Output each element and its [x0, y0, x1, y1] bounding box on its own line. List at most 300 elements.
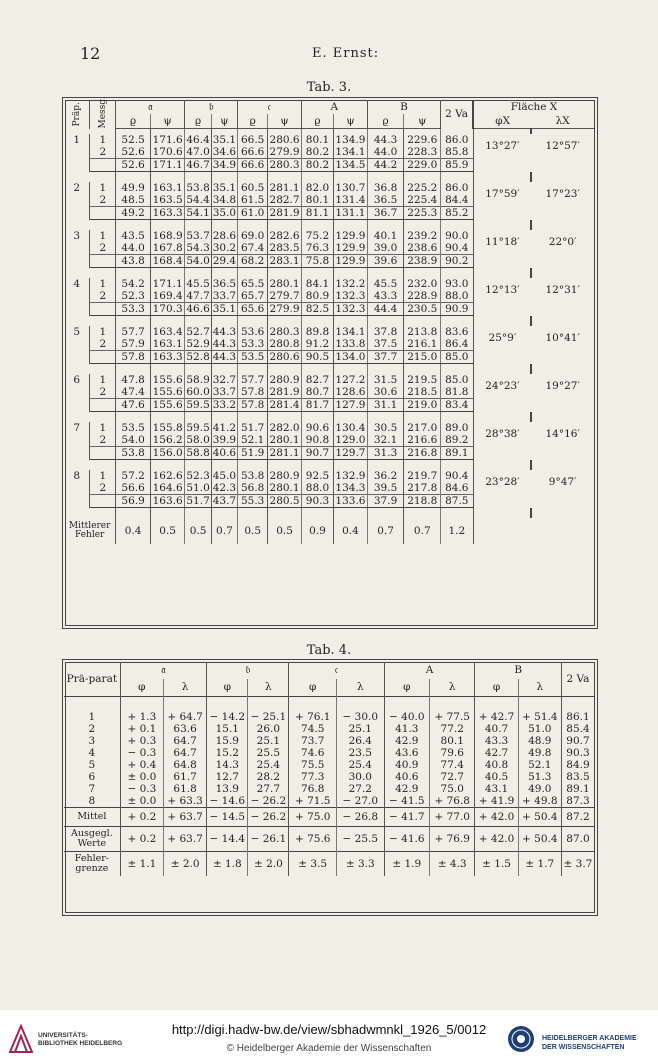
data-cell: 45.5	[367, 278, 404, 290]
spacer	[185, 364, 211, 375]
data-cell: 163.1	[150, 182, 185, 194]
data-cell: 39.0	[367, 242, 404, 255]
spacer	[531, 220, 594, 231]
data-cell: 48.5	[116, 194, 151, 207]
data-cell: 280.8	[269, 338, 300, 350]
data-cell: 85.4	[566, 723, 590, 735]
data-cell: 44.3	[212, 338, 237, 350]
data-cell: 90.7	[566, 735, 590, 747]
data-cell: 42.3	[212, 482, 237, 494]
mean-cell: 31.3	[367, 447, 404, 460]
data-cell: 82.0	[301, 182, 333, 194]
mean-cell: 44.2	[367, 159, 404, 172]
header-phi-x: φX	[473, 114, 531, 129]
measurement-number: 1	[90, 422, 116, 434]
spacer	[116, 172, 151, 183]
spacer	[150, 460, 185, 471]
table-row	[64, 795, 594, 808]
data-cell: 58.0	[186, 434, 210, 446]
permalink[interactable]: http://digi.hadw-bw.de/view/sbhadwmnkl_1926_5/0012	[171, 1022, 487, 1037]
spacer	[404, 364, 441, 375]
academy-seal-icon	[506, 1024, 536, 1054]
mean-cell: 230.5	[404, 303, 441, 316]
data-cell: 42.9	[384, 735, 429, 747]
data-cell: 280.1	[269, 434, 300, 446]
mean-cell: 85.0	[441, 351, 473, 364]
ausgegl-row	[64, 827, 594, 852]
data-cell: 171.6	[150, 134, 185, 146]
mean-cell: 66.6	[238, 159, 268, 172]
measurement-number: 2	[90, 434, 116, 447]
header-a: 𝔞	[116, 100, 185, 114]
spacer	[473, 159, 531, 172]
mittel-cell: + 63.7	[163, 808, 206, 827]
phi-x-value: 13°27′	[485, 140, 520, 153]
ausgegl-cell: + 75.6	[289, 827, 337, 852]
spacer	[441, 172, 473, 183]
table-row	[64, 771, 594, 783]
spacer	[404, 412, 441, 423]
mean-cell: 65.6	[238, 303, 268, 316]
spacer	[150, 316, 185, 327]
spacer	[441, 508, 473, 519]
praeparat-number: 2	[64, 182, 90, 220]
data-cell: 43.6	[384, 747, 429, 759]
mean-cell: 53.3	[116, 303, 151, 316]
data-cell: 280.3	[269, 326, 300, 338]
phi-x-value: 12°13′	[485, 284, 520, 297]
data-cell: 80.2	[301, 146, 333, 159]
mean-row	[64, 447, 594, 460]
spacer	[185, 220, 211, 231]
data-cell: 279.9	[269, 146, 300, 158]
spacer	[367, 364, 404, 375]
spacer	[211, 412, 237, 423]
data-cell: 25.4	[248, 759, 289, 771]
data-cell: 90.4	[441, 242, 473, 255]
data-cell: 130.7	[335, 182, 366, 194]
header-b: 𝔟	[207, 662, 289, 679]
spacer	[64, 412, 90, 423]
data-cell: − 41.5	[384, 795, 429, 808]
fehler-label: Fehler-grenze	[64, 852, 120, 877]
data-cell: 169.4	[150, 290, 185, 303]
error-cell: 0.4	[116, 518, 151, 544]
spacer	[64, 508, 90, 519]
data-cell: + 64.7	[163, 711, 206, 723]
data-cell: 90.4	[441, 470, 473, 482]
mean-cell: 216.8	[404, 447, 441, 460]
data-cell: 219.5	[404, 374, 441, 386]
mean-cell: 90.3	[301, 495, 333, 508]
data-cell: 36.5	[212, 278, 237, 290]
data-cell: 40.7	[475, 723, 518, 735]
data-cell: 25.1	[337, 723, 385, 735]
mean-cell: 31.1	[367, 399, 404, 412]
mean-cell: 219.0	[404, 399, 441, 412]
mean-cell: 61.0	[238, 207, 268, 220]
praeparat-number: 7	[64, 783, 120, 795]
measurement-number: 2	[90, 386, 116, 399]
spacer	[238, 412, 268, 423]
data-cell: 28.6	[212, 230, 237, 242]
data-cell: 89.1	[566, 783, 590, 795]
data-cell: + 49.8	[518, 795, 561, 808]
praeparat-number: 4	[64, 278, 90, 316]
data-cell: 89.0	[441, 422, 473, 434]
data-cell: 43.5	[116, 230, 151, 242]
spacer	[268, 460, 302, 471]
data-cell: 43.3	[367, 290, 404, 303]
data-cell: 84.4	[441, 194, 473, 207]
data-cell: 218.5	[404, 386, 441, 399]
header-lambda: λ	[337, 679, 385, 697]
data-cell: 279.7	[269, 290, 300, 302]
spacer	[185, 268, 211, 279]
mean-cell: 229.0	[404, 159, 441, 172]
data-cell: 40.5	[475, 771, 518, 783]
data-cell: 13.9	[207, 783, 248, 795]
spacer	[64, 220, 90, 231]
data-cell: 64.7	[163, 747, 206, 759]
spacer	[268, 412, 302, 423]
data-cell: 56.6	[116, 482, 151, 495]
spacer	[238, 460, 268, 471]
mean-cell: 75.8	[301, 255, 333, 268]
mean-cell: 132.3	[335, 303, 366, 315]
spacer	[441, 364, 473, 375]
spacer	[404, 316, 441, 327]
data-cell: 52.5	[116, 134, 151, 146]
data-cell: 74.5	[289, 723, 337, 735]
header-psi: ψ	[334, 114, 368, 129]
table-row	[64, 278, 594, 290]
spacer	[211, 508, 237, 519]
mean-cell: 47.6	[116, 399, 151, 412]
spacer	[367, 412, 404, 423]
spacer	[211, 268, 237, 279]
spacer	[150, 412, 185, 423]
phi-x-value: 24°23′	[485, 380, 520, 393]
mean-row	[64, 399, 594, 412]
table-row	[64, 134, 594, 146]
spacer	[367, 172, 404, 183]
data-cell: 51.0	[186, 482, 210, 494]
data-cell: 30.2	[212, 242, 237, 254]
data-cell: 80.1	[301, 194, 333, 207]
spacer	[531, 159, 594, 172]
mean-cell: 90.7	[301, 447, 333, 460]
spacer	[334, 460, 368, 471]
measurement-number: 2	[90, 338, 116, 351]
header-phi: φ	[384, 679, 429, 697]
mean-row	[64, 495, 594, 508]
praeparat-number: 3	[64, 230, 90, 268]
header-psi: ψ	[211, 114, 237, 129]
spacer	[531, 364, 594, 375]
spacer	[64, 697, 120, 712]
header-lambda: λ	[163, 679, 206, 697]
spacer	[185, 460, 211, 471]
error-label: Mittlerer Fehler	[64, 518, 116, 544]
mittel-row	[64, 808, 594, 827]
fehler-cell: ± 1.1	[120, 852, 163, 877]
mean-cell: 57.8	[238, 399, 268, 412]
data-cell: + 71.5	[289, 795, 337, 808]
data-cell: 40.6	[384, 771, 429, 783]
data-cell: ± 0.0	[120, 771, 163, 783]
mean-cell: 57.8	[116, 351, 151, 364]
spacer	[268, 268, 302, 279]
spacer	[185, 316, 211, 327]
spacer	[334, 364, 368, 375]
data-cell: 238.6	[404, 242, 441, 255]
header-lambda: λ	[518, 679, 561, 697]
spacer	[90, 447, 116, 460]
mean-cell: 81.1	[301, 207, 333, 220]
spacer	[268, 220, 302, 231]
measurement-number: 1	[90, 230, 116, 242]
error-cell: 0.7	[404, 518, 441, 544]
spacer	[367, 316, 404, 327]
page-number: 12	[80, 44, 101, 63]
spacer	[301, 172, 333, 183]
lambda-x-value: 12°31′	[545, 284, 580, 297]
mittel-cell: − 26.8	[337, 808, 385, 827]
data-cell: + 41.9	[475, 795, 518, 808]
data-cell: ± 0.0	[120, 795, 163, 808]
spacer	[473, 399, 531, 412]
data-cell: 79.6	[430, 747, 475, 759]
mean-cell: 39.6	[367, 255, 404, 268]
data-cell: 69.0	[238, 230, 268, 242]
mean-cell: 37.9	[367, 495, 404, 508]
mean-cell: 131.1	[335, 207, 366, 219]
mean-row	[64, 207, 594, 220]
data-cell: 77.4	[430, 759, 475, 771]
mean-cell: 80.2	[301, 159, 333, 172]
spacer	[207, 697, 248, 712]
measurement-number: 2	[90, 194, 116, 207]
data-cell: 90.6	[301, 422, 333, 434]
spacer	[116, 460, 151, 471]
mean-cell: 134.0	[335, 351, 366, 363]
spacer	[430, 697, 475, 712]
spacer	[116, 508, 151, 519]
data-cell: 30.0	[337, 771, 385, 783]
data-cell: 213.8	[404, 326, 441, 338]
mean-cell: 238.9	[404, 255, 441, 268]
error-row	[64, 518, 594, 544]
spacer	[185, 412, 211, 423]
header-phi: φ	[120, 679, 163, 697]
header-lambda: λ	[430, 679, 475, 697]
header-2va: 2 Va	[566, 673, 590, 685]
data-cell: 27.7	[248, 783, 289, 795]
fehler-cell: ± 3.5	[289, 852, 337, 877]
data-cell: 26.4	[337, 735, 385, 747]
praeparat-number: 4	[64, 747, 120, 759]
spacer	[334, 172, 368, 183]
mean-cell: 53.8	[116, 447, 151, 460]
spacer	[473, 460, 531, 471]
data-cell: 89.2	[441, 434, 473, 447]
ausgegl-cell: − 41.6	[384, 827, 429, 852]
table-3-caption: Tab. 3.	[306, 80, 352, 95]
mean-cell: 90.5	[301, 351, 333, 364]
data-cell: − 0.3	[120, 783, 163, 795]
mean-cell: 44.3	[212, 351, 237, 363]
data-cell: 76.8	[289, 783, 337, 795]
mean-cell: 51.7	[186, 495, 210, 507]
table-row	[64, 230, 594, 242]
spacer	[301, 220, 333, 231]
spacer	[301, 316, 333, 327]
lambda-x-value: 14°16′	[545, 428, 580, 441]
table-row	[64, 747, 594, 759]
data-cell: 53.5	[116, 422, 151, 434]
spacer	[90, 220, 116, 231]
measurement-number: 1	[90, 182, 116, 194]
mean-cell: 85.2	[441, 207, 473, 220]
spacer	[531, 172, 594, 183]
mean-cell: 133.6	[335, 495, 366, 507]
data-cell: 66.6	[238, 146, 268, 159]
header-rho: ϱ	[116, 114, 151, 129]
spacer	[268, 364, 302, 375]
data-cell: 32.1	[367, 434, 404, 447]
spacer	[90, 255, 116, 268]
spacer	[289, 697, 337, 712]
mean-cell: 55.3	[238, 495, 268, 508]
data-cell: 65.5	[238, 278, 268, 290]
spacer	[441, 460, 473, 471]
fehler-cell: ± 2.0	[248, 852, 289, 877]
data-cell: − 14.2	[207, 711, 248, 723]
fehler-cell: ± 1.9	[384, 852, 429, 877]
data-cell: 132.3	[335, 290, 366, 302]
data-cell: 53.8	[238, 470, 268, 482]
measurement-number: 2	[90, 242, 116, 255]
data-cell: 61.7	[163, 771, 206, 783]
data-cell: 52.9	[186, 338, 210, 350]
table-4-caption: Tab. 4.	[306, 643, 352, 658]
data-cell: 54.4	[186, 194, 210, 206]
data-cell: + 51.4	[518, 711, 561, 723]
data-cell: 155.6	[150, 386, 185, 399]
spacer	[334, 220, 368, 231]
measurement-number: 1	[90, 326, 116, 338]
spacer	[238, 220, 268, 231]
header-b: 𝔟	[185, 100, 238, 114]
lambda-x-value: 17°23′	[545, 188, 580, 201]
mittel-cell: − 41.7	[384, 808, 429, 827]
data-cell: 129.9	[335, 242, 366, 254]
data-cell: 280.9	[269, 374, 300, 386]
mean-cell: 43.7	[212, 495, 237, 507]
spacer	[473, 220, 531, 231]
spacer	[531, 412, 594, 423]
data-cell: 44.0	[116, 242, 151, 255]
mean-cell: 171.1	[150, 159, 185, 172]
ausgegl-cell: + 0.2	[120, 827, 163, 852]
data-cell: 167.8	[150, 242, 185, 255]
header-lambda: λ	[248, 679, 289, 697]
spacer	[404, 172, 441, 183]
data-cell: 90.0	[441, 230, 473, 242]
data-cell: 33.7	[212, 290, 237, 302]
spacer	[301, 508, 333, 519]
data-cell: 131.4	[335, 194, 366, 206]
spacer	[441, 316, 473, 327]
data-cell: 36.2	[367, 470, 404, 482]
spacer	[531, 351, 594, 364]
library-name: UNIVERSITÄTS- BIBLIOTHEK HEIDELBERG	[38, 1032, 123, 1047]
data-cell: 57.2	[116, 470, 151, 482]
data-cell: 44.3	[212, 326, 237, 338]
lambda-x-value: 9°47′	[548, 476, 577, 489]
data-cell: 86.1	[566, 711, 590, 723]
mean-cell: 49.2	[116, 207, 151, 220]
data-cell: + 76.8	[430, 795, 475, 808]
data-cell: 164.6	[150, 482, 185, 495]
spacer	[404, 268, 441, 279]
spacer	[211, 220, 237, 231]
data-cell: 65.7	[238, 290, 268, 303]
data-cell: 66.5	[238, 134, 268, 146]
academy-name: HEIDELBERGER AKADEMIE DER WISSENSCHAFTEN	[542, 1035, 637, 1051]
error-cell: 0.5	[268, 518, 302, 544]
spacer	[334, 508, 368, 519]
error-cell: 0.5	[238, 518, 268, 544]
spacer	[90, 172, 116, 183]
data-cell: + 0.4	[120, 759, 163, 771]
data-cell: 232.0	[404, 278, 441, 290]
mittel-cell: − 14.5	[207, 808, 248, 827]
spacer	[473, 508, 531, 519]
mean-cell: 43.8	[116, 255, 151, 268]
table-row	[64, 783, 594, 795]
mean-row	[64, 351, 594, 364]
spacer	[211, 316, 237, 327]
data-cell: 84.1	[301, 278, 333, 290]
data-cell: 130.4	[335, 422, 366, 434]
mean-cell: 37.7	[367, 351, 404, 364]
spacer	[531, 207, 594, 220]
data-cell: 53.6	[238, 326, 268, 338]
data-cell: 60.0	[186, 386, 210, 398]
header-praep: Präp.	[64, 100, 90, 129]
header-c: 𝔠	[289, 662, 384, 679]
header-phi: φ	[207, 679, 248, 697]
mittel-cell: + 0.2	[120, 808, 163, 827]
data-cell: 128.6	[335, 386, 366, 398]
spacer	[473, 172, 531, 183]
data-cell: 52.3	[116, 290, 151, 303]
data-cell: 49.8	[518, 747, 561, 759]
header-phi: φ	[289, 679, 337, 697]
table-row	[64, 182, 594, 194]
data-cell: − 26.2	[248, 795, 289, 808]
mean-cell: 52.8	[186, 351, 210, 363]
data-cell: 82.7	[301, 374, 333, 386]
viewer-footer	[0, 1010, 658, 1060]
data-cell: 52.1	[238, 434, 268, 447]
measurement-number: 2	[90, 482, 116, 495]
data-cell: 15.2	[207, 747, 248, 759]
spacer	[163, 697, 206, 712]
mittel-cell: 87.2	[561, 808, 594, 827]
